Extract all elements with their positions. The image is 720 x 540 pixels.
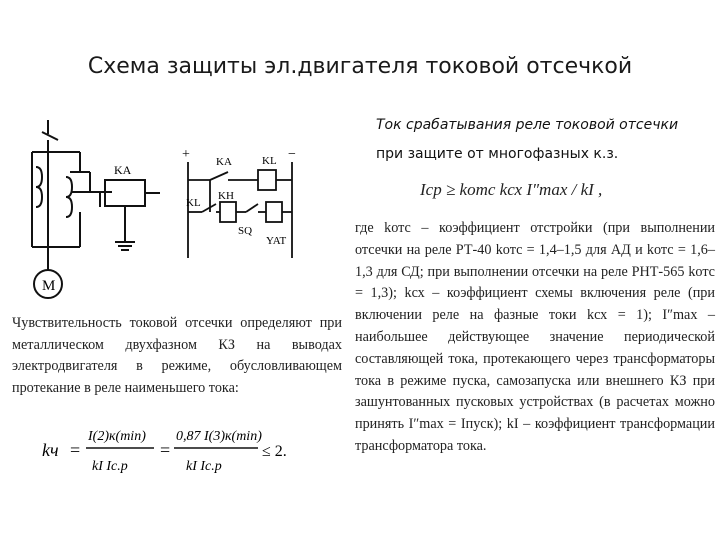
- coefficients-description: где kотс – коэффициент отстройки (при выполнении отсечки на реле РТ-40 kотс = 1,4–1,5 для АД и kотс = 1,6–1,3 для СД; при выполнении отсечки на реле РНТ-565 kотс = 1,3); kсх – коэффициент схемы включения реле (при включении реле на фазные токи kсх = 1); I″max – наибольшее действующее значение периодической составляющей тока, протекающего через трансформаторы тока в режиме пуска, самозапуска или внешнего КЗ при зашунтованных пусковых устройствах (в расчетах можно принять I″max = Iпуск); kI – коэффициент трансформации трансформатора тока.: [355, 220, 715, 454]
- fraction2-denominator: kI Iс.р: [186, 459, 222, 474]
- kl-contact-label: KL: [186, 197, 201, 209]
- minus-label: −: [288, 147, 296, 162]
- kl-coil-label: KL: [262, 155, 277, 167]
- ka-contact-label: KA: [216, 156, 232, 168]
- motor-circuit-diagram: [10, 112, 180, 312]
- formula-lhs: kч: [42, 440, 59, 460]
- relay-ka-label: KA: [114, 163, 132, 177]
- formula-rhs: ≤ 2.: [262, 443, 287, 460]
- yat-label: YAT: [266, 235, 287, 247]
- motor-label: M: [42, 278, 56, 294]
- sensitivity-formula: [36, 416, 296, 486]
- plus-label: +: [182, 147, 190, 162]
- equals-sign-2: =: [160, 440, 171, 460]
- sq-label: SQ: [238, 225, 253, 237]
- control-circuit-diagram: [180, 140, 320, 260]
- sensitivity-description: Чувствительность токовой отсечки определяют при металлическом двухфазном КЗ на выводах электродвигателя в режиме, обусловливающем протекание в реле наименьшего тока:: [12, 315, 342, 396]
- fraction2-numerator: 0,87 I(3)к(min): [176, 429, 262, 444]
- subtitle-line-1: Ток срабатывания реле токовой отсечки: [376, 117, 679, 133]
- fraction1-numerator: I(2)к(min): [88, 429, 146, 444]
- slide-title: Схема защиты эл.двигателя токовой отсечкой: [87, 54, 633, 79]
- fraction1-denominator: kI Iс.р: [92, 459, 128, 474]
- subtitle-line-2: при защите от многофазных к.з.: [376, 146, 619, 162]
- pickup-current-formula: Iср ≥ kотс kсх I″max / kI ,: [420, 180, 603, 199]
- subtitle: [376, 111, 716, 169]
- kh-label: KH: [218, 190, 234, 202]
- equals-sign-1: =: [70, 440, 81, 460]
